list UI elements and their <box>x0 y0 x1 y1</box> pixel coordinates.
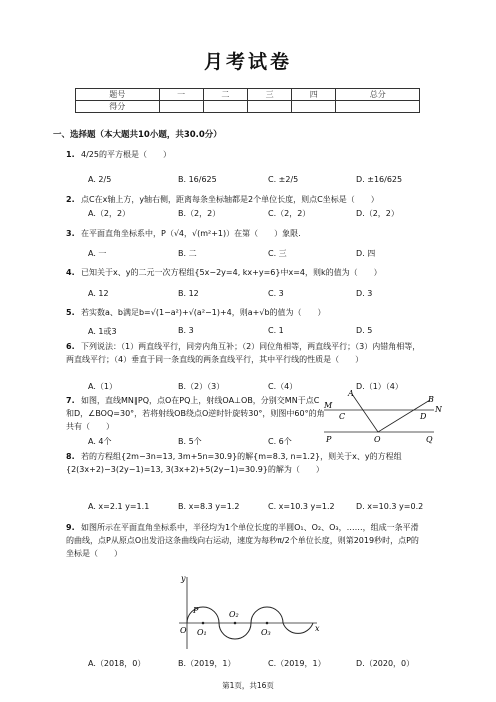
score-col: 四 <box>292 89 336 101</box>
question-6 <box>66 340 426 366</box>
question-text: 下列说法：（1）两直线平行，同旁内角互补；（2）同位角相等，两直线平行；（3）内错角相等，两直线平行；（4）垂直于同一条直线的两条直线平行，其中平行线的性质是（ ） <box>66 342 421 364</box>
score-table-row <box>76 101 420 113</box>
score-col: 二 <box>203 89 247 101</box>
label-origin: O <box>180 626 187 635</box>
option-c[interactable]: C. 3 <box>268 289 284 298</box>
question-number: 7. <box>66 396 75 405</box>
option-d[interactable]: D. 5 <box>356 326 373 335</box>
question-number: 3. <box>66 229 75 238</box>
option-d[interactable]: D. 四 <box>356 249 376 258</box>
label-p: P <box>193 606 199 615</box>
option-b[interactable]: B.（2，2） <box>178 209 221 218</box>
question-4 <box>66 266 426 279</box>
label-q: Q <box>426 435 433 444</box>
question-number: 2. <box>66 195 75 204</box>
option-d[interactable]: D.（2，2） <box>356 209 399 218</box>
section-heading: 一、选择题（本大题共10小题，共30.0分） <box>53 130 222 140</box>
figure-semicircles <box>175 573 325 653</box>
score-col: 一 <box>159 89 203 101</box>
score-cell[interactable] <box>159 101 203 113</box>
option-d[interactable]: D. 3 <box>356 289 373 298</box>
question-text: 如图所示在平面直角坐标系中，半径均为1个单位长度的半圆O₁、O₂、O₃，……，组成一条平滑的曲线，点P从原点O出发沿这条曲线向右运动，速度为每秒π/2个单位长度，则第2019秒时，点P的坐标是（ ） <box>66 523 419 558</box>
center-o1 <box>202 622 205 625</box>
center-o3 <box>266 622 269 625</box>
question-number: 1. <box>66 150 75 159</box>
question-text: 在平面直角坐标系中，P（√4，√(m²+1)）在第（ ）象限. <box>81 229 301 238</box>
center-o2 <box>234 622 237 625</box>
option-a[interactable]: A. 4个 <box>88 437 112 446</box>
question-text: 4/25的平方根是（ ） <box>81 150 171 159</box>
question-number: 6. <box>66 342 75 351</box>
score-col: 三 <box>247 89 291 101</box>
label-b: B <box>428 395 434 404</box>
score-col: 总分 <box>336 89 420 101</box>
question-number: 4. <box>66 268 75 277</box>
label-x: x <box>315 624 320 633</box>
option-c[interactable]: C.（4） <box>268 382 298 391</box>
label-o: O <box>374 435 381 444</box>
question-9 <box>66 521 426 560</box>
question-8 <box>66 450 426 476</box>
option-a[interactable]: A.（2018，0） <box>88 659 146 668</box>
ray-oa <box>352 394 378 432</box>
option-c[interactable]: C.（2019，1） <box>268 659 326 668</box>
option-a[interactable]: A. 1或3 <box>88 327 117 336</box>
question-number: 5. <box>66 308 75 317</box>
option-c[interactable]: C. ±2/5 <box>268 175 299 184</box>
option-a[interactable]: A. 一 <box>88 249 107 258</box>
option-a[interactable]: A. 2/5 <box>88 175 112 184</box>
score-table <box>75 88 420 113</box>
option-b[interactable]: B. 3 <box>178 326 194 335</box>
question-text: 点C在x轴上方，y轴右侧，距离每条坐标轴都是2个单位长度，则点C坐标是（ ） <box>81 195 379 204</box>
question-2 <box>66 193 426 206</box>
option-c[interactable]: C.（2，2） <box>268 209 311 218</box>
option-b[interactable]: B. 二 <box>178 249 197 258</box>
option-a[interactable]: A.（2，2） <box>88 209 131 218</box>
question-text: 若的方程组{2m−3n=13, 3m+5n=30.9}的解{m=8.3, n=1.2}，则关于x、y的方程组{2(3x+2)−3(2y−1)=13, 3(3x+2)+5(2y−1)=30.9}的解为（ ） <box>66 452 402 474</box>
option-c[interactable]: C. 6个 <box>268 437 292 446</box>
question-7 <box>66 394 326 433</box>
option-d[interactable]: D. x=10.3 y=0.2 <box>356 502 424 511</box>
label-o3: O₃ <box>261 628 271 637</box>
question-text: 若实数a、b满足b=√(1−a²)+√(a²−1)+4，则a+√b的值为（ ） <box>81 308 326 317</box>
option-b[interactable]: B.（2）（3） <box>178 382 225 391</box>
option-d[interactable]: D. ±16/625 <box>356 175 403 184</box>
question-number: 9. <box>66 523 75 532</box>
option-d[interactable]: D.（1）（4） <box>356 382 403 391</box>
question-number: 8. <box>66 452 75 461</box>
option-b[interactable]: B. 5个 <box>178 437 202 446</box>
label-m: M <box>324 401 333 410</box>
option-b[interactable]: B. 16/625 <box>178 175 217 184</box>
score-row-label: 得分 <box>76 101 160 113</box>
score-cell[interactable] <box>247 101 291 113</box>
question-5 <box>66 306 426 319</box>
option-c[interactable]: C. 三 <box>268 249 287 258</box>
option-b[interactable]: B. 12 <box>178 289 199 298</box>
score-cell[interactable] <box>336 101 420 113</box>
score-cell[interactable] <box>292 101 336 113</box>
option-a[interactable]: A.（1） <box>88 382 117 391</box>
label-c: C <box>339 412 346 421</box>
option-d[interactable]: D.（2020，0） <box>356 659 415 668</box>
label-p: P <box>326 435 332 444</box>
label-n: N <box>435 405 442 414</box>
label-a: A <box>348 389 354 398</box>
label-y: y <box>181 574 186 583</box>
page-footer: 第1页，共16页 <box>222 681 274 690</box>
figure-parallel-lines <box>322 388 442 446</box>
option-b[interactable]: B.（2019，1） <box>178 659 236 668</box>
label-d: D <box>420 412 427 421</box>
question-text: 如图，直线MN∥PQ，点O在PQ上，射线OA⊥OB，分别交MN于点C和D，∠BOQ=30°，若将射线OB绕点O逆时针旋转30°，则图中60°的角共有（ ） <box>66 396 325 431</box>
label-o1: O₁ <box>197 628 207 637</box>
score-cell[interactable] <box>203 101 247 113</box>
question-1 <box>66 148 426 161</box>
score-col: 题号 <box>76 89 160 101</box>
question-text: 已知关于x、y的二元一次方程组{5x−2y=4, kx+y=6}中x=4，则k的值为（ ） <box>81 268 382 277</box>
option-a[interactable]: A. 12 <box>88 289 109 298</box>
option-c[interactable]: C. 1 <box>268 326 284 335</box>
option-a[interactable]: A. x=2.1 y=1.1 <box>88 502 150 511</box>
page-title: 月考试卷 <box>203 51 292 73</box>
option-b[interactable]: B. x=8.3 y=1.2 <box>178 502 240 511</box>
score-table-header <box>76 89 420 101</box>
label-o2: O₂ <box>229 610 239 619</box>
question-3 <box>66 227 426 240</box>
option-c[interactable]: C. x=10.3 y=1.2 <box>268 502 335 511</box>
